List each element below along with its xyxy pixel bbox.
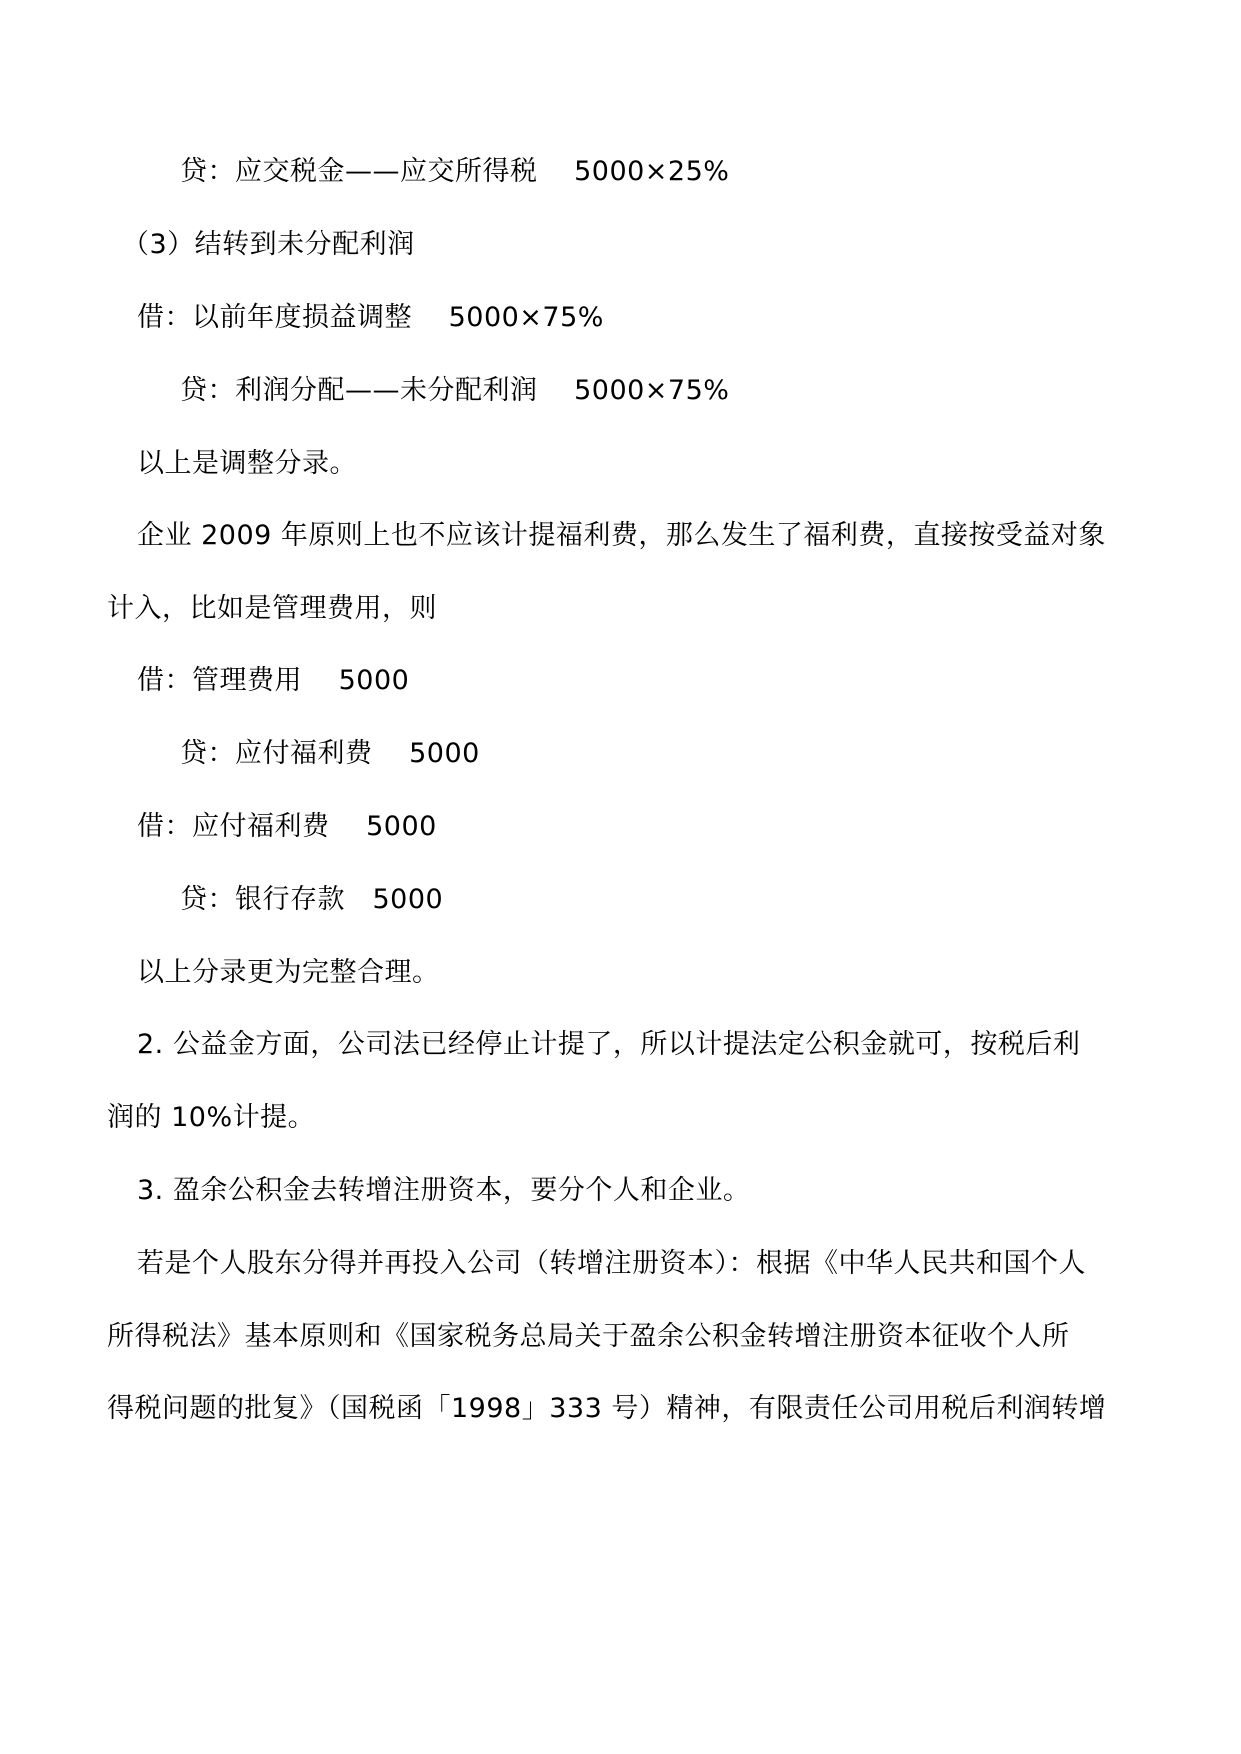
paragraph-individual-line-1: 若是个人股东分得并再投入公司（转增注册资本）：根据《中华人民共和国个人 [137,1248,1086,1279]
paragraph-individual-line-2: 所得税法》基本原则和《国家税务总局关于盈余公积金转增注册资本征收个人所 [107,1321,1070,1352]
paragraph-item-2-line-2: 润的 10%计提。 [107,1102,316,1133]
paragraph-item-2-line-1: 2. 公益金方面，公司法已经停止计提了，所以计提法定公积金就可，按税后利 [137,1029,1081,1060]
credit-entry-welfare-payable: 贷：应付福利费 5000 [180,738,480,769]
debit-entry-welfare-payable: 借：应付福利费 5000 [137,811,437,842]
debit-entry-management-expense: 借：管理费用 5000 [137,665,410,696]
credit-entry-undistributed-profit: 贷：利润分配——未分配利润 5000×75% [180,375,730,406]
credit-entry-income-tax: 贷：应交税金——应交所得税 5000×25% [180,156,730,187]
credit-entry-bank-deposit: 贷：银行存款 5000 [180,884,444,915]
paragraph-item-3: 3. 盈余公积金去转增注册资本，要分个人和企业。 [137,1175,751,1206]
paragraph-individual-line-3: 得税问题的批复》（国税函「1998」333 号）精神，有限责任公司用税后利润转增 [107,1393,1107,1424]
paragraph-welfare-line-1: 企业 2009 年原则上也不应该计提福利费，那么发生了福利费，直接按受益对象 [137,520,1106,551]
paragraph-entries-summary: 以上分录更为完整合理。 [137,957,440,988]
debit-entry-prior-year-adjustment: 借：以前年度损益调整 5000×75% [137,302,604,333]
paragraph-adjustment-summary: 以上是调整分录。 [137,448,357,479]
step-heading-transfer: （3）结转到未分配利润 [122,229,415,260]
paragraph-welfare-line-2: 计入，比如是管理费用，则 [107,593,437,624]
